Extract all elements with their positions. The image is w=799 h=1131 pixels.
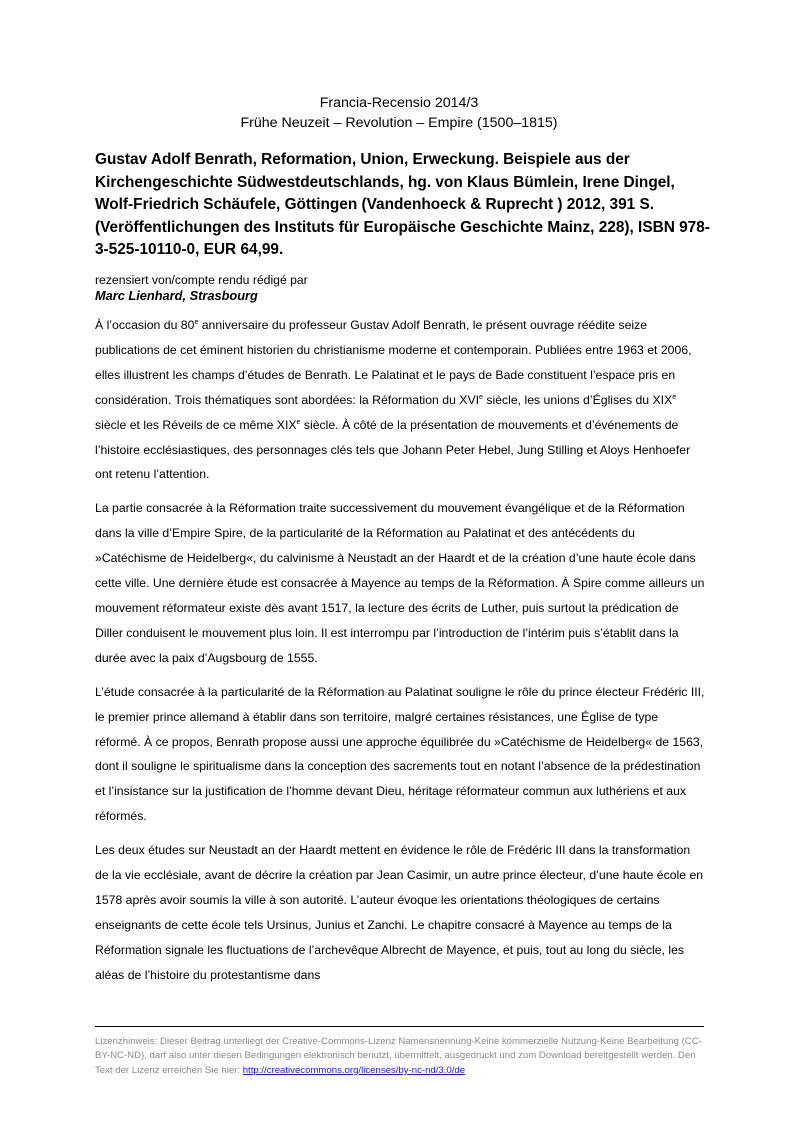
paragraph-1-text-d: siècle et les Réveils de ce même XIX bbox=[95, 417, 297, 432]
journal-issue: Francia-Recensio 2014/3 bbox=[319, 95, 479, 111]
license-text: Lizenzhinweis: Dieser Beitrag unterliegt der Creative-Commons-Lizenz Namensnennung-Keine kommerzielle Nutzung-Keine Bearbeitung (CC-BY-NC-ND), darf also unter diesen Bedingungen elektronisch benutzt, übermittelt, ausgedruckt und zum Download bereitgestellt werden. Den Text der Lizenz erreichen Sie hier: bbox=[95, 1036, 702, 1076]
license-notice bbox=[95, 1035, 707, 1078]
footer-divider bbox=[95, 1026, 704, 1027]
paragraph-1-text-a: À l’occasion du 80 bbox=[95, 318, 195, 332]
superscript-e: e bbox=[194, 319, 199, 326]
superscript-e: e bbox=[479, 393, 483, 401]
byline bbox=[95, 272, 703, 304]
superscript-e: e bbox=[296, 418, 301, 426]
review-title: Gustav Adolf Benrath, Reformation, Union, Erweckung. Beispiele aus der Kirchengeschichte Südwestdeutschlands, hg. von Klaus Bümlein, Irene Dingel, Wolf-Friedrich Schäufele, Göttingen (Vandenhoeck & Ruprecht ) 2012, 391 S. (Veröffentlichungen des Instituts für Europäische Geschichte Mainz, 228), ISBN 978-3-525-10110-0, EUR 64,99. bbox=[95, 151, 710, 259]
paragraph-2: La partie consacrée à la Réformation traite successivement du mouvement évangélique et de la Réformation dans la ville d’Empire Spire, de la particularité de la Réformation au Palatinat et des antécédents du »Catéchisme de Heidelberg«, du calvinisme à Neustadt an der Haardt et de la création d’une haute école dans cette ville. Une dernière étude est consacrée à Mayence au temps de la Réformation. À Spire comme ailleurs un mouvement réformateur existe dès avant 1517, la lecture des écrits de Luther, puis surtout la prédication de Diller conduisent le mouvement plus loin. Il est interrompu par l’introduction de l’intérim puis s’établit dans la durée avec la paix d’Augsbourg de 1555. bbox=[95, 501, 705, 665]
superscript-e: e bbox=[672, 393, 677, 401]
license-link[interactable]: http://creativecommons.org/licenses/by-nc-nd/3.0/de bbox=[242, 1064, 466, 1076]
paragraph-1-text-c: siècle, les unions d’Églises du XIX bbox=[482, 392, 673, 407]
reviewer-name: Marc Lienhard, Strasbourg bbox=[95, 288, 258, 303]
byline-label: rezensiert von/compte rendu rédigé par bbox=[95, 273, 308, 287]
paragraph-3: L’étude consacrée à la particularité de la Réformation au Palatinat souligne le rôle du prince électeur Frédéric III, le premier prince allemand à établir dans son territoire, malgré certaines résistances, une Église de type réformé. À ce propos, Benrath propose aussi une approche équilibrée du »Catéchisme de Heidelberg« de 1563, dont il souligne le spiritualisme dans la conception des sacrements tout en notant l’absence de la prédestination et l’insistance sur la justification de l’homme devant Dieu, héritage réformateur commun aux luthériens et aux réformés. bbox=[95, 684, 705, 824]
paragraph-1-text-b: anniversaire du professeur Gustav Adolf Benrath, le présent ouvrage réédite seize publications de cet éminent historien du christianisme moderne et contemporain. Publiées entre 1963 et 2006, elles illustrent les champs d’études de Benrath. Le Palatinat et le pays de Bade constituent l’espace pris en considération. Trois thématiques sont abordées: la Réformation du XVI bbox=[95, 318, 692, 407]
review-body bbox=[95, 313, 707, 997]
paragraph-1-text-e: siècle. À côté de la présentation de mouvements et d’événements de l’histoire ecclésiastiques, des personnages clés tels que Johann Peter Hebel, Jung Stilling et Aloys Henhoefer ont retenu l’attention. bbox=[95, 417, 691, 482]
paragraph-1 bbox=[95, 313, 707, 487]
journal-section: Frühe Neuzeit – Revolution – Empire (1500–1815) bbox=[240, 115, 558, 131]
journal-header bbox=[95, 93, 703, 133]
paragraph-4: Les deux études sur Neustadt an der Haardt mettent en évidence le rôle de Frédéric III dans la transformation de la vie ecclésiale, avant de décrire la création par Jean Casimir, un autre prince électeur, d’une haute école en 1578 après avoir soumis la ville à son autorité. L’auteur évoque les orientations théologiques de certains enseignants de cette école tels Ursinus, Junius et Zanchi. Le chapitre consacré à Mayence au temps de la Réformation signale les fluctuations de l’archevêque Albrecht de Mayence, et puis, tout au long du siècle, les aléas de l’histoire du protestantisme dans bbox=[95, 843, 704, 982]
